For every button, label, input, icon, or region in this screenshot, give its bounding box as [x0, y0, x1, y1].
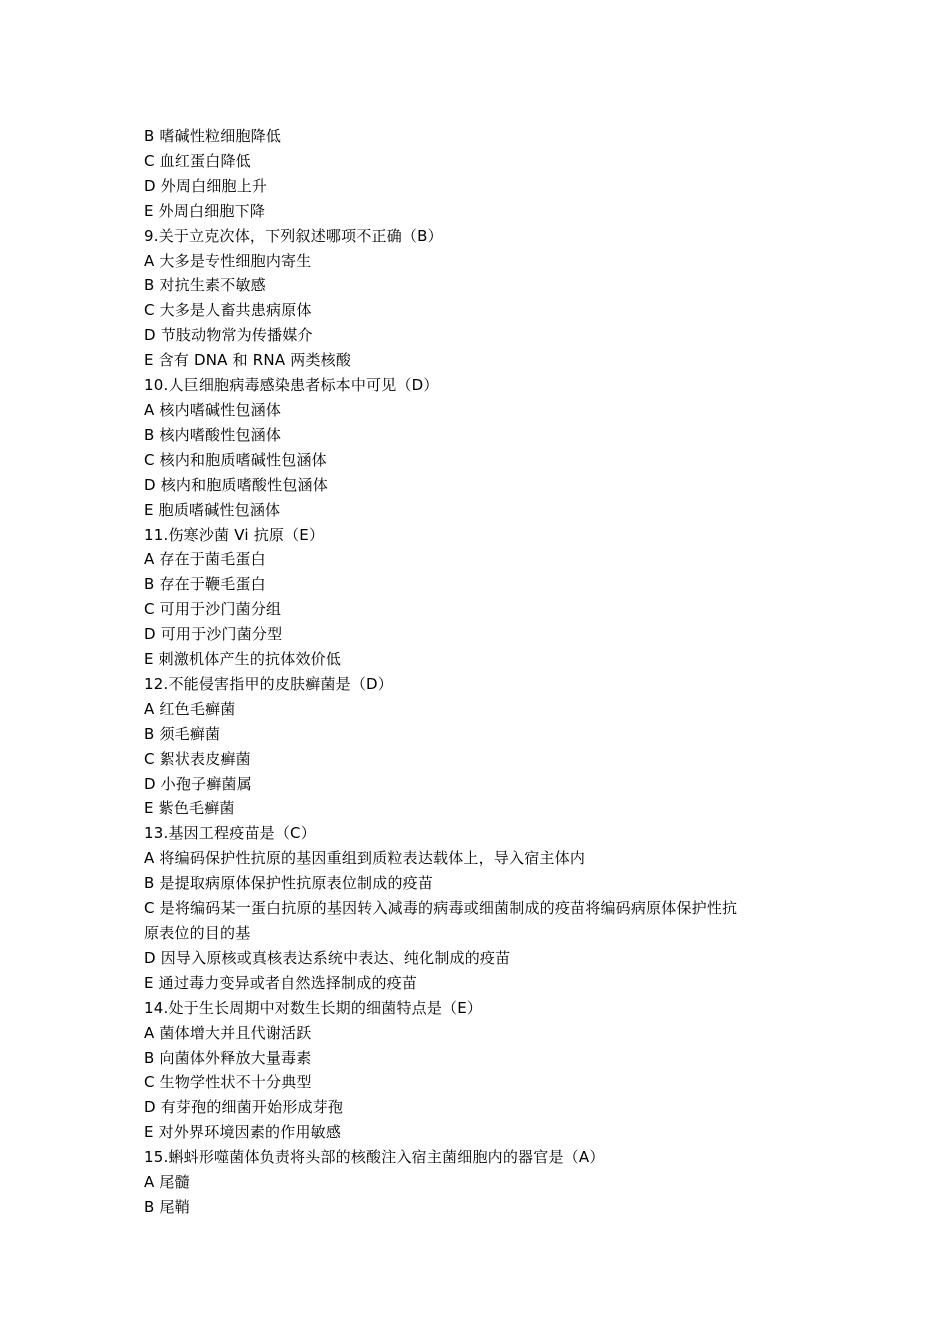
question-line: 12.不能侵害指甲的皮肤癣菌是（D） — [144, 674, 394, 693]
text-line: B 尾鞘 — [144, 1197, 190, 1216]
text-line: C 核内和胞质嗜碱性包涵体 — [144, 450, 327, 469]
text-line: E 对外界环境因素的作用敏感 — [144, 1123, 342, 1142]
document-body — [144, 124, 814, 1220]
text-line: E 紫色毛癣菌 — [144, 799, 235, 818]
text-line: D 核内和胞质嗜酸性包涵体 — [144, 475, 328, 494]
text-line: E 胞质嗜碱性包涵体 — [144, 500, 281, 519]
text-line: E 通过毒力变异或者自然选择制成的疫苗 — [144, 973, 418, 992]
text-line: A 核内嗜碱性包涵体 — [144, 400, 282, 419]
text-line: A 存在于菌毛蛋白 — [144, 550, 266, 569]
question-line: 10.人巨细胞病毒感染患者标本中可见（D） — [144, 376, 439, 395]
text-line: C 是将编码某一蛋白抗原的基因转入减毒的病毒或细菌制成的疫苗将编码病原体保护性抗 — [144, 899, 738, 918]
text-line: A 大多是专性细胞内寄生 — [144, 251, 312, 270]
text-line: E 刺激机体产生的抗体效价低 — [144, 650, 342, 669]
text-line: B 核内嗜酸性包涵体 — [144, 425, 282, 444]
text-line: E 外周白细胞下降 — [144, 201, 266, 220]
text-line: D 因导入原核或真核表达系统中表达、纯化制成的疫苗 — [144, 948, 511, 967]
question-line: 15.蝌蚪形噬菌体负责将头部的核酸注入宿主菌细胞内的器官是（A） — [144, 1148, 605, 1167]
text-line: E 含有 DNA 和 RNA 两类核酸 — [144, 351, 352, 370]
question-line: 9.关于立克次体，下列叙述哪项不正确（B） — [144, 226, 443, 245]
text-line: C 血红蛋白降低 — [144, 151, 251, 170]
text-line: B 须毛癣菌 — [144, 724, 221, 743]
text-line: B 向菌体外释放大量毒素 — [144, 1048, 312, 1067]
text-line: D 可用于沙门菌分型 — [144, 625, 283, 644]
question-line: 14.处于生长周期中对数生长期的细菌特点是（E） — [144, 998, 483, 1017]
text-line: A 菌体增大并且代谢活跃 — [144, 1023, 312, 1042]
text-line: B 嗜碱性粒细胞降低 — [144, 127, 282, 145]
text-line: A 将编码保护性抗原的基因重组到质粒表达载体上，导入宿主体内 — [144, 849, 586, 868]
text-line: A 红色毛癣菌 — [144, 699, 236, 718]
text-line: D 有芽孢的细菌开始形成芽孢 — [144, 1098, 344, 1117]
text-line: C 生物学性状不十分典型 — [144, 1073, 312, 1092]
text-line: A 尾髓 — [144, 1173, 190, 1192]
text-line: C 可用于沙门菌分组 — [144, 600, 282, 619]
text-line: B 是提取病原体保护性抗原表位制成的疫苗 — [144, 874, 434, 893]
question-line: 13.基因工程疫苗是（C） — [144, 824, 316, 843]
text-line: C 絮状表皮癣菌 — [144, 749, 251, 768]
text-line: B 存在于鞭毛蛋白 — [144, 575, 266, 594]
text-line: D 外周白细胞上升 — [144, 176, 268, 195]
text-line: D 节肢动物常为传播媒介 — [144, 326, 313, 345]
text-line: D 小孢子癣菌属 — [144, 774, 252, 793]
text-line: C 大多是人畜共患病原体 — [144, 301, 312, 320]
question-line: 11.伤寒沙菌 Vi 抗原（E） — [144, 525, 325, 544]
text-line: B 对抗生素不敏感 — [144, 276, 266, 295]
text-line: 原表位的目的基 — [144, 924, 251, 942]
